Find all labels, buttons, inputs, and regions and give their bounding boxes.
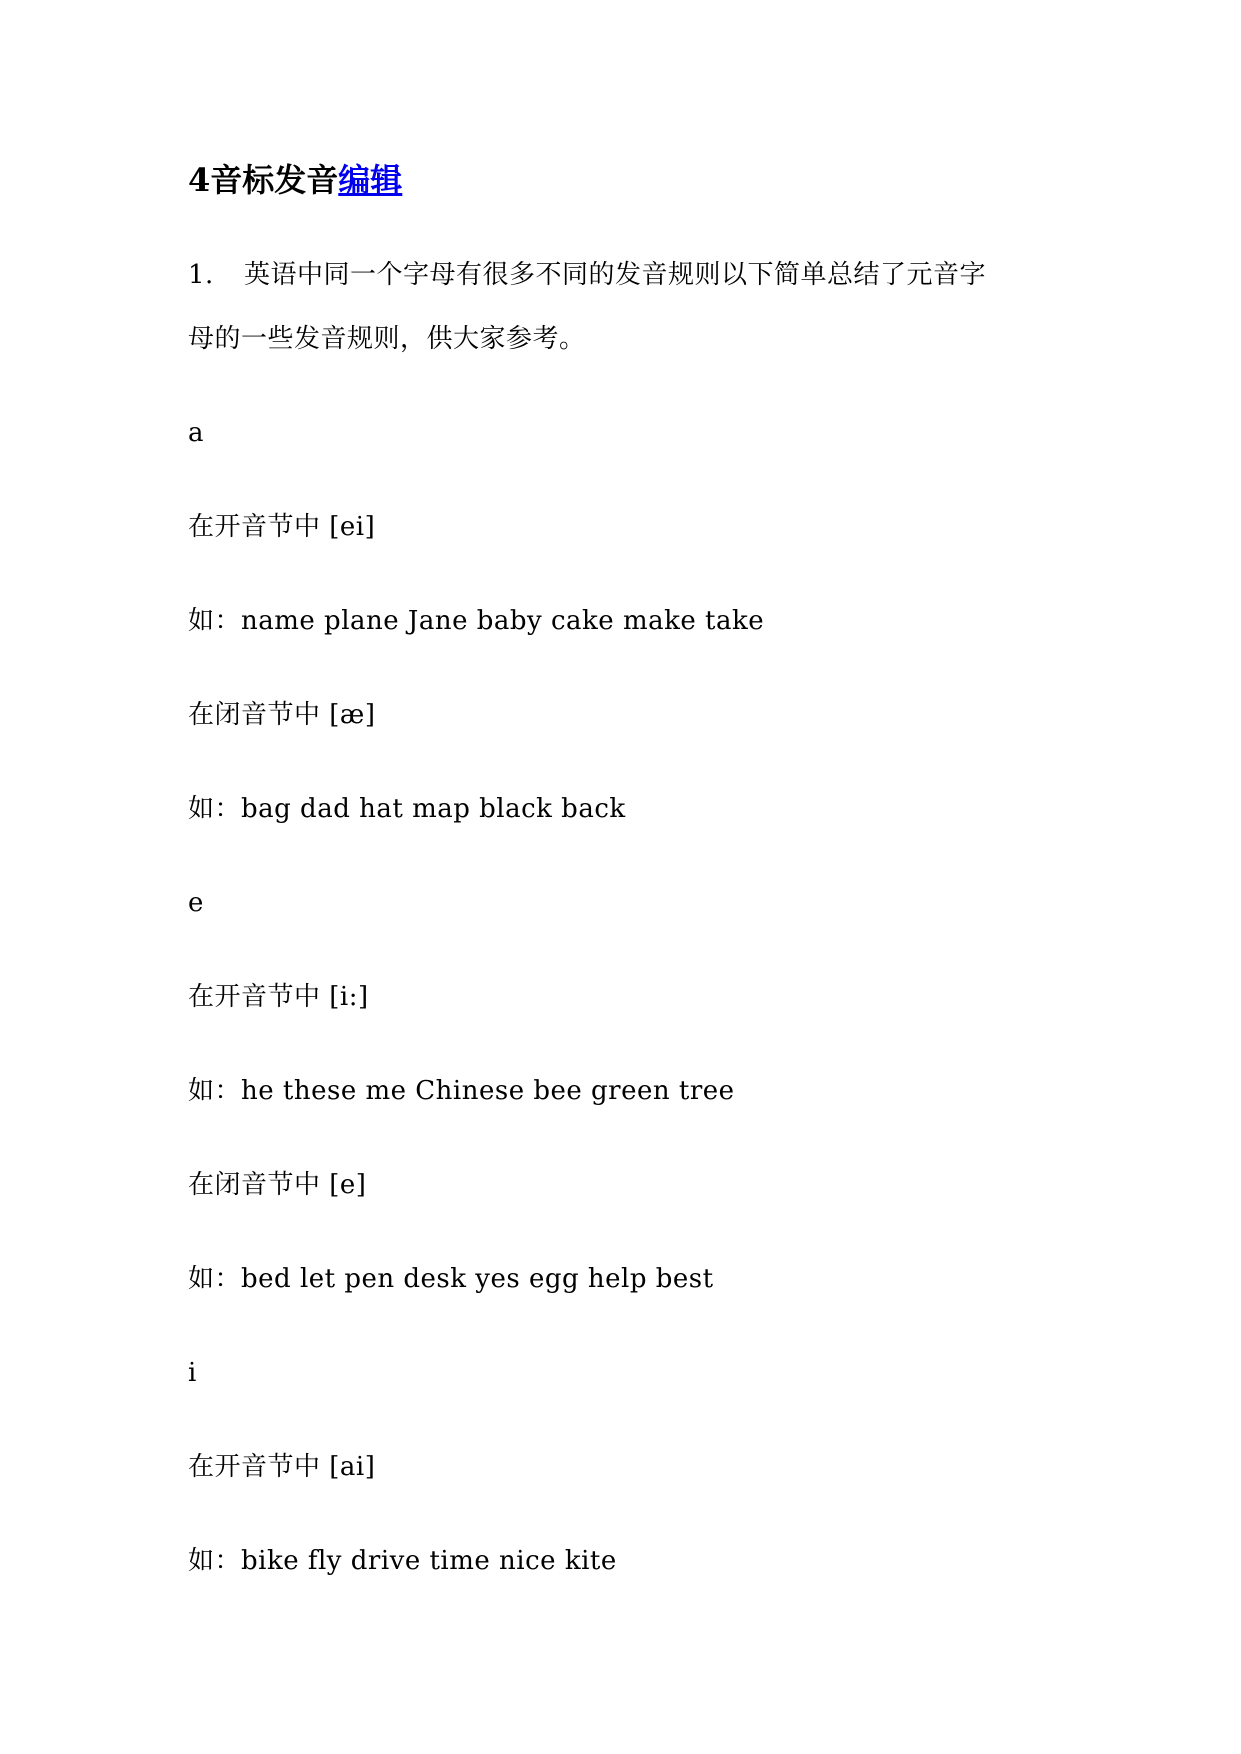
vowel-letter-e: e: [188, 888, 204, 918]
closed-syllable-rule-a: 在闭音节中 [æ]: [188, 700, 376, 730]
open-syllable-examples-i: 如：bike fly drive time nice kite: [188, 1546, 617, 1576]
closed-syllable-examples-e: 如：bed let pen desk yes egg help best: [188, 1264, 714, 1294]
closed-syllable-examples-a: 如：bag dad hat map black back: [188, 794, 626, 824]
heading-title: 4音标发音: [188, 161, 339, 199]
closed-syllable-rule-e: 在闭音节中 [e]: [188, 1170, 367, 1200]
open-syllable-rule-i: 在开音节中 [ai]: [188, 1452, 376, 1482]
list-number: 1.: [188, 260, 214, 290]
section-heading: [188, 160, 402, 200]
vowel-letter-i: i: [188, 1358, 197, 1388]
open-syllable-examples-a: 如：name plane Jane baby cake make take: [188, 606, 765, 636]
intro-line-2: 母的一些发音规则，供大家参考。: [188, 324, 586, 354]
open-syllable-examples-e: 如：he these me Chinese bee green tree: [188, 1076, 735, 1106]
edit-link[interactable]: 编辑: [338, 161, 403, 199]
open-syllable-rule-e: 在开音节中 [i:]: [188, 982, 369, 1012]
open-syllable-rule-a: 在开音节中 [ei]: [188, 512, 376, 542]
intro-text-1: 英语中同一个字母有很多不同的发音规则以下简单总结了元音字: [244, 260, 987, 290]
intro-line-1: [188, 258, 986, 292]
vowel-letter-a: a: [188, 418, 205, 448]
